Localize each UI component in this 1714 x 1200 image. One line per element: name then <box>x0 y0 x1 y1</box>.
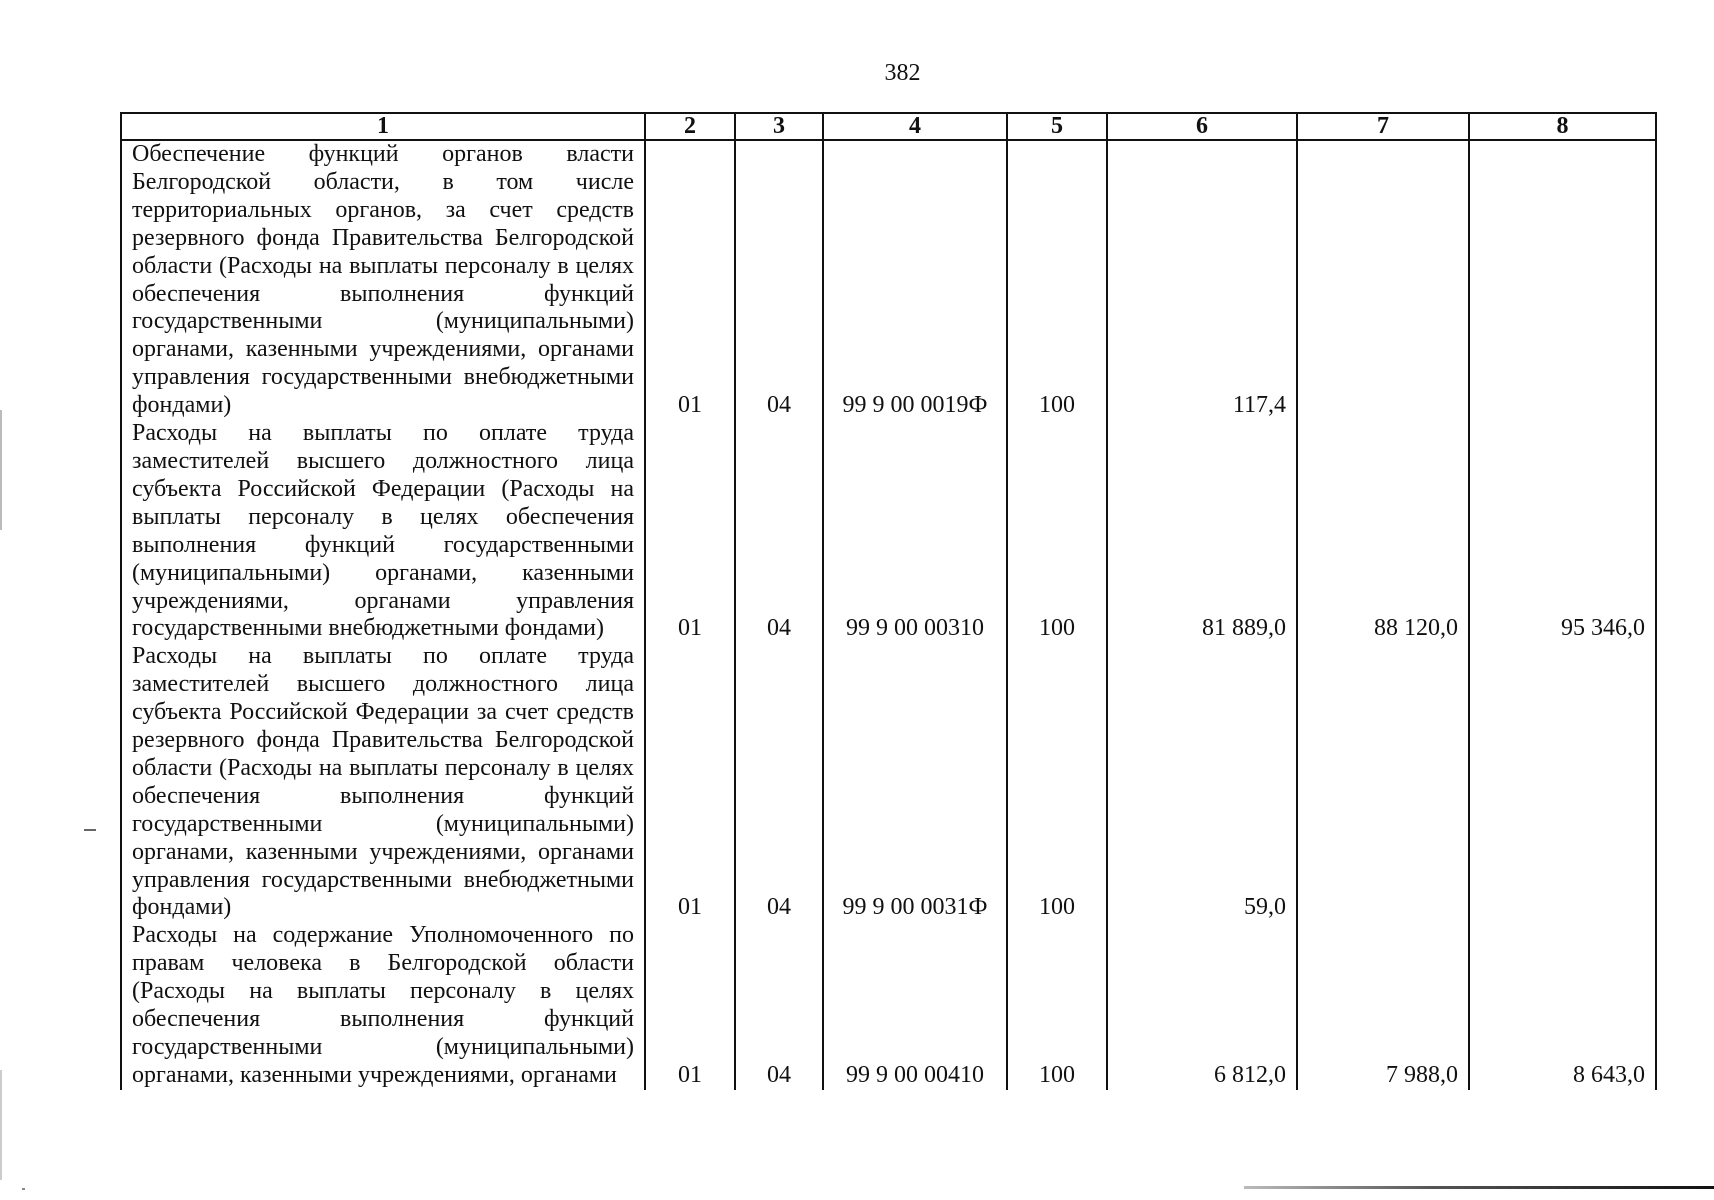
subsection-code: 04 <box>735 140 823 420</box>
amount-col-7 <box>1297 643 1469 922</box>
row-description: Расходы на выплаты по оплате труда заместителей высшего должностного лица субъекта Российской Федерации (Расходы на выплаты персоналу в целях обеспечения выполнения функций государственными (муниципальными) органами, казенными учреждениями, органами управления государственными внебюджетными фондами) <box>121 420 645 643</box>
header-col-2: 2 <box>645 113 735 140</box>
table-header-row <box>121 113 1656 140</box>
target-article-code: 99 9 00 00410 <box>823 922 1007 1089</box>
row-description: Расходы на выплаты по оплате труда заместителей высшего должностного лица субъекта Российской Федерации за счет средств резервного фонда Правительства Белгородской области (Расходы на выплаты персоналу в целях обеспечения выполнения функций государственными (муниципальными) органами, казенными учреждениями, органами управления государственными внебюджетными фондами) <box>121 643 645 922</box>
target-article-code: 99 9 00 0019Ф <box>823 140 1007 420</box>
scan-bottom-line <box>1244 1186 1714 1189</box>
header-col-1: 1 <box>121 113 645 140</box>
header-col-5: 5 <box>1007 113 1107 140</box>
header-col-8: 8 <box>1469 113 1656 140</box>
section-code: 01 <box>645 140 735 420</box>
section-code: 01 <box>645 922 735 1089</box>
amount-col-8: 8 643,0 <box>1469 922 1656 1089</box>
subsection-code: 04 <box>735 420 823 643</box>
subsection-code: 04 <box>735 643 823 922</box>
amount-col-6: 81 889,0 <box>1107 420 1297 643</box>
amount-col-6: 117,4 <box>1107 140 1297 420</box>
row-description: Обеспечение функций органов власти Белгородской области, в том числе территориальных органов, за счет средств резервного фонда Правительства Белгородской области (Расходы на выплаты персоналу в целях обеспечения выполнения функций государственными (муниципальными) органами, казенными учреждениями, органами управления государственными внебюджетными фондами) <box>121 140 645 420</box>
scan-edge-shadow <box>0 1070 2 1180</box>
header-col-3: 3 <box>735 113 823 140</box>
page-number: 382 <box>884 60 921 86</box>
amount-col-7 <box>1297 140 1469 420</box>
amount-col-7: 88 120,0 <box>1297 420 1469 643</box>
margin-mark <box>84 829 96 831</box>
header-col-6: 6 <box>1107 113 1297 140</box>
target-article-code: 99 9 00 0031Ф <box>823 643 1007 922</box>
amount-col-8: 95 346,0 <box>1469 420 1656 643</box>
scan-speck <box>22 1188 25 1190</box>
expense-type-code: 100 <box>1007 140 1107 420</box>
amount-col-6: 6 812,0 <box>1107 922 1297 1089</box>
header-col-4: 4 <box>823 113 1007 140</box>
expense-type-code: 100 <box>1007 922 1107 1089</box>
amount-col-8 <box>1469 140 1656 420</box>
header-col-7: 7 <box>1297 113 1469 140</box>
amount-col-7: 7 988,0 <box>1297 922 1469 1089</box>
target-article-code: 99 9 00 00310 <box>823 420 1007 643</box>
table-row <box>121 140 1656 420</box>
row-description: Расходы на содержание Уполномоченного по правам человека в Белгородской области (Расходы на выплаты персоналу в целях обеспечения выполнения функций государственными (муниципальными) органами, казенными учреждениями, органами <box>121 922 645 1089</box>
amount-col-6: 59,0 <box>1107 643 1297 922</box>
expense-type-code: 100 <box>1007 643 1107 922</box>
subsection-code: 04 <box>735 922 823 1089</box>
scan-edge-shadow <box>0 410 2 530</box>
section-code: 01 <box>645 643 735 922</box>
amount-col-8 <box>1469 643 1656 922</box>
budget-table <box>120 112 1657 1090</box>
table-row <box>121 922 1656 1089</box>
table-row <box>121 420 1656 643</box>
expense-type-code: 100 <box>1007 420 1107 643</box>
section-code: 01 <box>645 420 735 643</box>
table-row <box>121 643 1656 922</box>
